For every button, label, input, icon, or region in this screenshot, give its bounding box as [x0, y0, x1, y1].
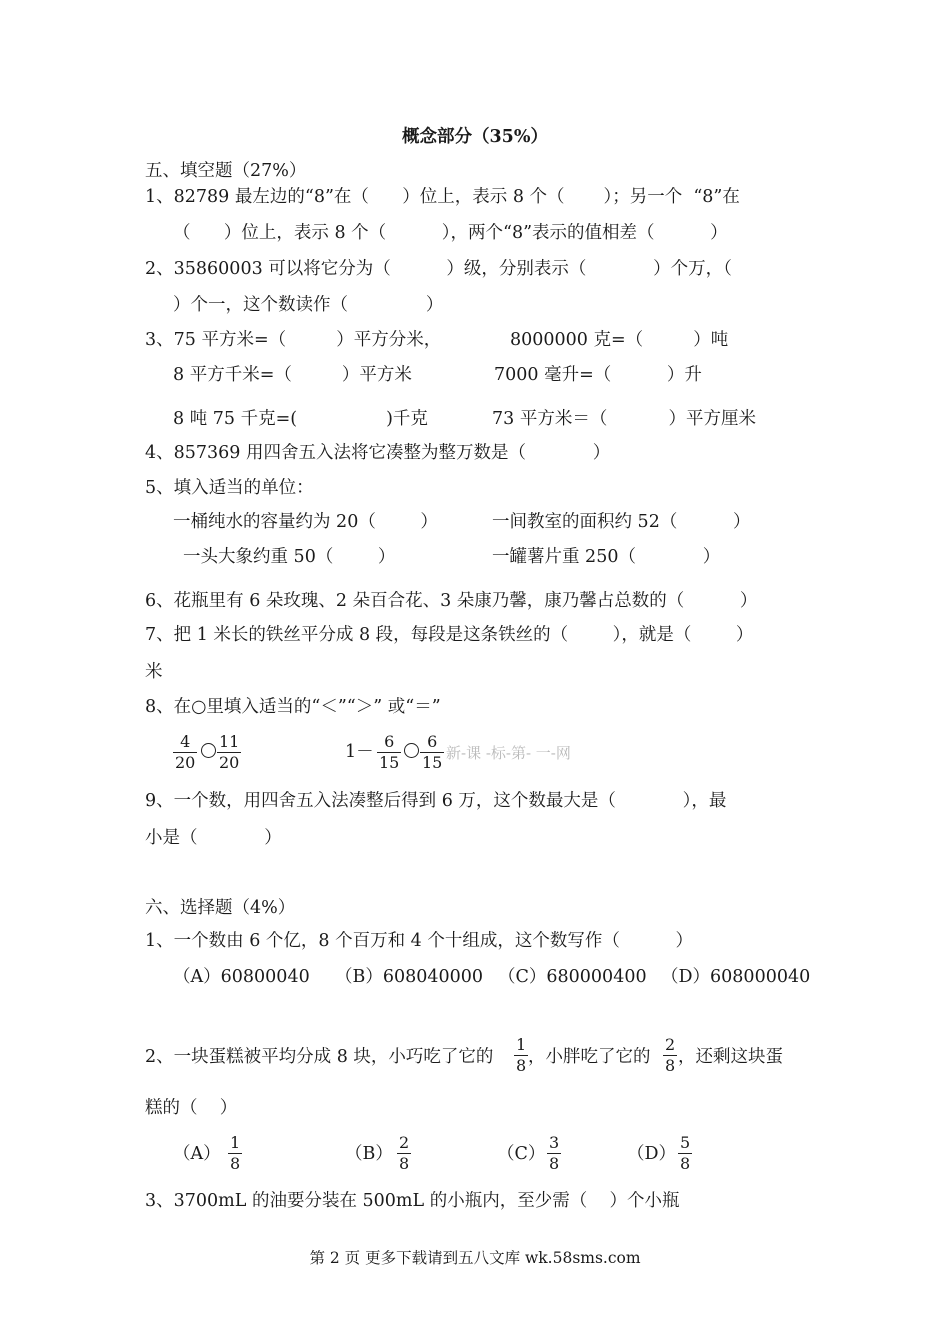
- fraction-numerator: 1: [230, 1133, 241, 1152]
- section-heading-multiple-choice: 六、选择题（4%）: [145, 898, 296, 918]
- choice-6-2-a-label[interactable]: （A）: [173, 1144, 221, 1164]
- question-5-3-a: 3、75 平方米=（ ）平方分米，: [145, 330, 442, 350]
- fraction-denominator: 8: [549, 1154, 560, 1173]
- question-5-3-f: 73 平方米＝（ ）平方厘米: [492, 409, 757, 429]
- fraction-4-20: [173, 733, 197, 772]
- question-5-2-line-1: 2、35860003 可以将它分为（ ）级，分别表示（ ）个万，（: [145, 259, 732, 279]
- question-5-5-heading: 5、填入适当的单位：: [145, 478, 314, 498]
- fraction-denominator: 15: [379, 753, 400, 772]
- fraction-denominator: 8: [680, 1154, 691, 1173]
- question-6-2-part-3: ，还剩这块蛋: [678, 1047, 783, 1067]
- question-5-1-line-2: （ ）位上，表示 8 个（ ），两个“8”表示的值相差（ ）: [173, 223, 728, 243]
- fraction-denominator: 15: [422, 753, 443, 772]
- fraction-denominator: 8: [665, 1056, 676, 1075]
- question-5-7-line-1: 7、把 1 米长的铁丝平分成 8 段，每段是这条铁丝的（ ），就是（ ）: [145, 625, 754, 645]
- question-5-5-a: 一桶纯水的容量约为 20（ ）: [173, 512, 438, 532]
- fraction-6-15-a: [377, 733, 401, 772]
- choice-6-2-d-fraction[interactable]: [678, 1134, 692, 1173]
- compare-circle-2[interactable]: [404, 743, 419, 758]
- question-5-7-line-2: 米: [145, 662, 163, 682]
- question-6-2-part-1: 2、一块蛋糕被平均分成 8 块，小巧吃了它的: [145, 1047, 494, 1067]
- page-title: 概念部分（35%）: [402, 127, 548, 147]
- fraction-numerator: 2: [399, 1133, 410, 1152]
- question-5-3-e: 8 吨 75 千克=( )千克: [173, 409, 428, 429]
- question-5-8: 8、在○里填入适当的“＜”“＞” 或“＝”: [145, 697, 441, 717]
- question-5-5-b: 一间教室的面积约 52（ ）: [492, 512, 751, 532]
- question-5-2-line-2: ）个一，这个数读作（ ）: [173, 295, 444, 315]
- fraction-numerator: 11: [219, 732, 240, 751]
- choice-6-2-c-fraction[interactable]: [547, 1134, 561, 1173]
- fraction-denominator: 8: [399, 1154, 410, 1173]
- question-5-5-c: 一头大象约重 50（ ）: [183, 547, 396, 567]
- one-minus: 1－: [345, 742, 374, 762]
- choice-6-2-b-fraction[interactable]: [397, 1134, 411, 1173]
- fraction-numerator: 5: [680, 1133, 691, 1152]
- question-5-5-d: 一罐薯片重 250（ ）: [492, 547, 721, 567]
- question-5-9-line-1: 9、一个数，用四舍五入法凑整后得到 6 万，这个数最大是（ ），最: [145, 791, 727, 811]
- choice-6-2-c-label[interactable]: （C）: [497, 1144, 546, 1164]
- fraction-denominator: 20: [175, 753, 196, 772]
- question-5-1-line-1: 1、82789 最左边的“8”在（ ）位上，表示 8 个（ ）；另一个 “8”在: [145, 187, 740, 207]
- question-5-3-d: 7000 毫升=（ ）升: [494, 365, 702, 385]
- question-5-3-c: 8 平方千米=（ ）平方米: [173, 365, 412, 385]
- fraction-numerator: 3: [549, 1133, 560, 1152]
- question-6-2-part-2: ，小胖吃了它的: [528, 1047, 651, 1067]
- fraction-numerator: 6: [384, 732, 395, 751]
- compare-circle-1[interactable]: [201, 743, 216, 758]
- choice-6-1-c[interactable]: （C）680000400: [498, 967, 647, 987]
- question-6-3: 3、3700mL 的油要分装在 500mL 的小瓶内，至少需（ ）个小瓶: [145, 1191, 680, 1211]
- choice-6-1-b[interactable]: （B）608040000: [335, 967, 484, 987]
- fraction-numerator: 4: [180, 732, 191, 751]
- fraction-11-20: [217, 733, 241, 772]
- choice-6-1-d[interactable]: （D）608000040: [661, 967, 811, 987]
- page-footer: 第 2 页 更多下载请到五八文库 wk.58sms.com: [309, 1249, 641, 1267]
- choice-6-2-b-label[interactable]: （B）: [345, 1144, 393, 1164]
- choice-6-2-a-fraction[interactable]: [228, 1134, 242, 1173]
- question-5-4: 4、857369 用四舍五入法将它凑整为整万数是（ ）: [145, 443, 611, 463]
- choice-6-1-a[interactable]: （A）60800040: [173, 967, 310, 987]
- question-6-2-line-2: 糕的（ ）: [145, 1098, 238, 1118]
- choice-6-2-d-label[interactable]: （D）: [627, 1144, 677, 1164]
- fraction-denominator: 8: [230, 1154, 241, 1173]
- fraction-numerator: 1: [516, 1035, 527, 1054]
- section-heading-fill-blank: 五、填空题（27%）: [145, 161, 307, 181]
- fraction-denominator: 8: [516, 1056, 527, 1075]
- fraction-numerator: 2: [665, 1035, 676, 1054]
- watermark: 新-课 -标-第- 一-网: [446, 744, 571, 762]
- question-5-3-b: 8000000 克=（ ）吨: [510, 330, 729, 350]
- fraction-denominator: 20: [219, 753, 240, 772]
- fraction-6-15-b: [420, 733, 444, 772]
- question-5-6: 6、花瓶里有 6 朵玫瑰、2 朵百合花、3 朵康乃馨，康乃馨占总数的（ ）: [145, 591, 758, 611]
- fraction-numerator: 6: [427, 732, 438, 751]
- question-6-1: 1、一个数由 6 个亿，8 个百万和 4 个十组成，这个数写作（ ）: [145, 931, 693, 951]
- fraction-1-8: [514, 1036, 528, 1075]
- fraction-2-8: [663, 1036, 677, 1075]
- question-5-9-line-2: 小是（ ）: [145, 828, 282, 848]
